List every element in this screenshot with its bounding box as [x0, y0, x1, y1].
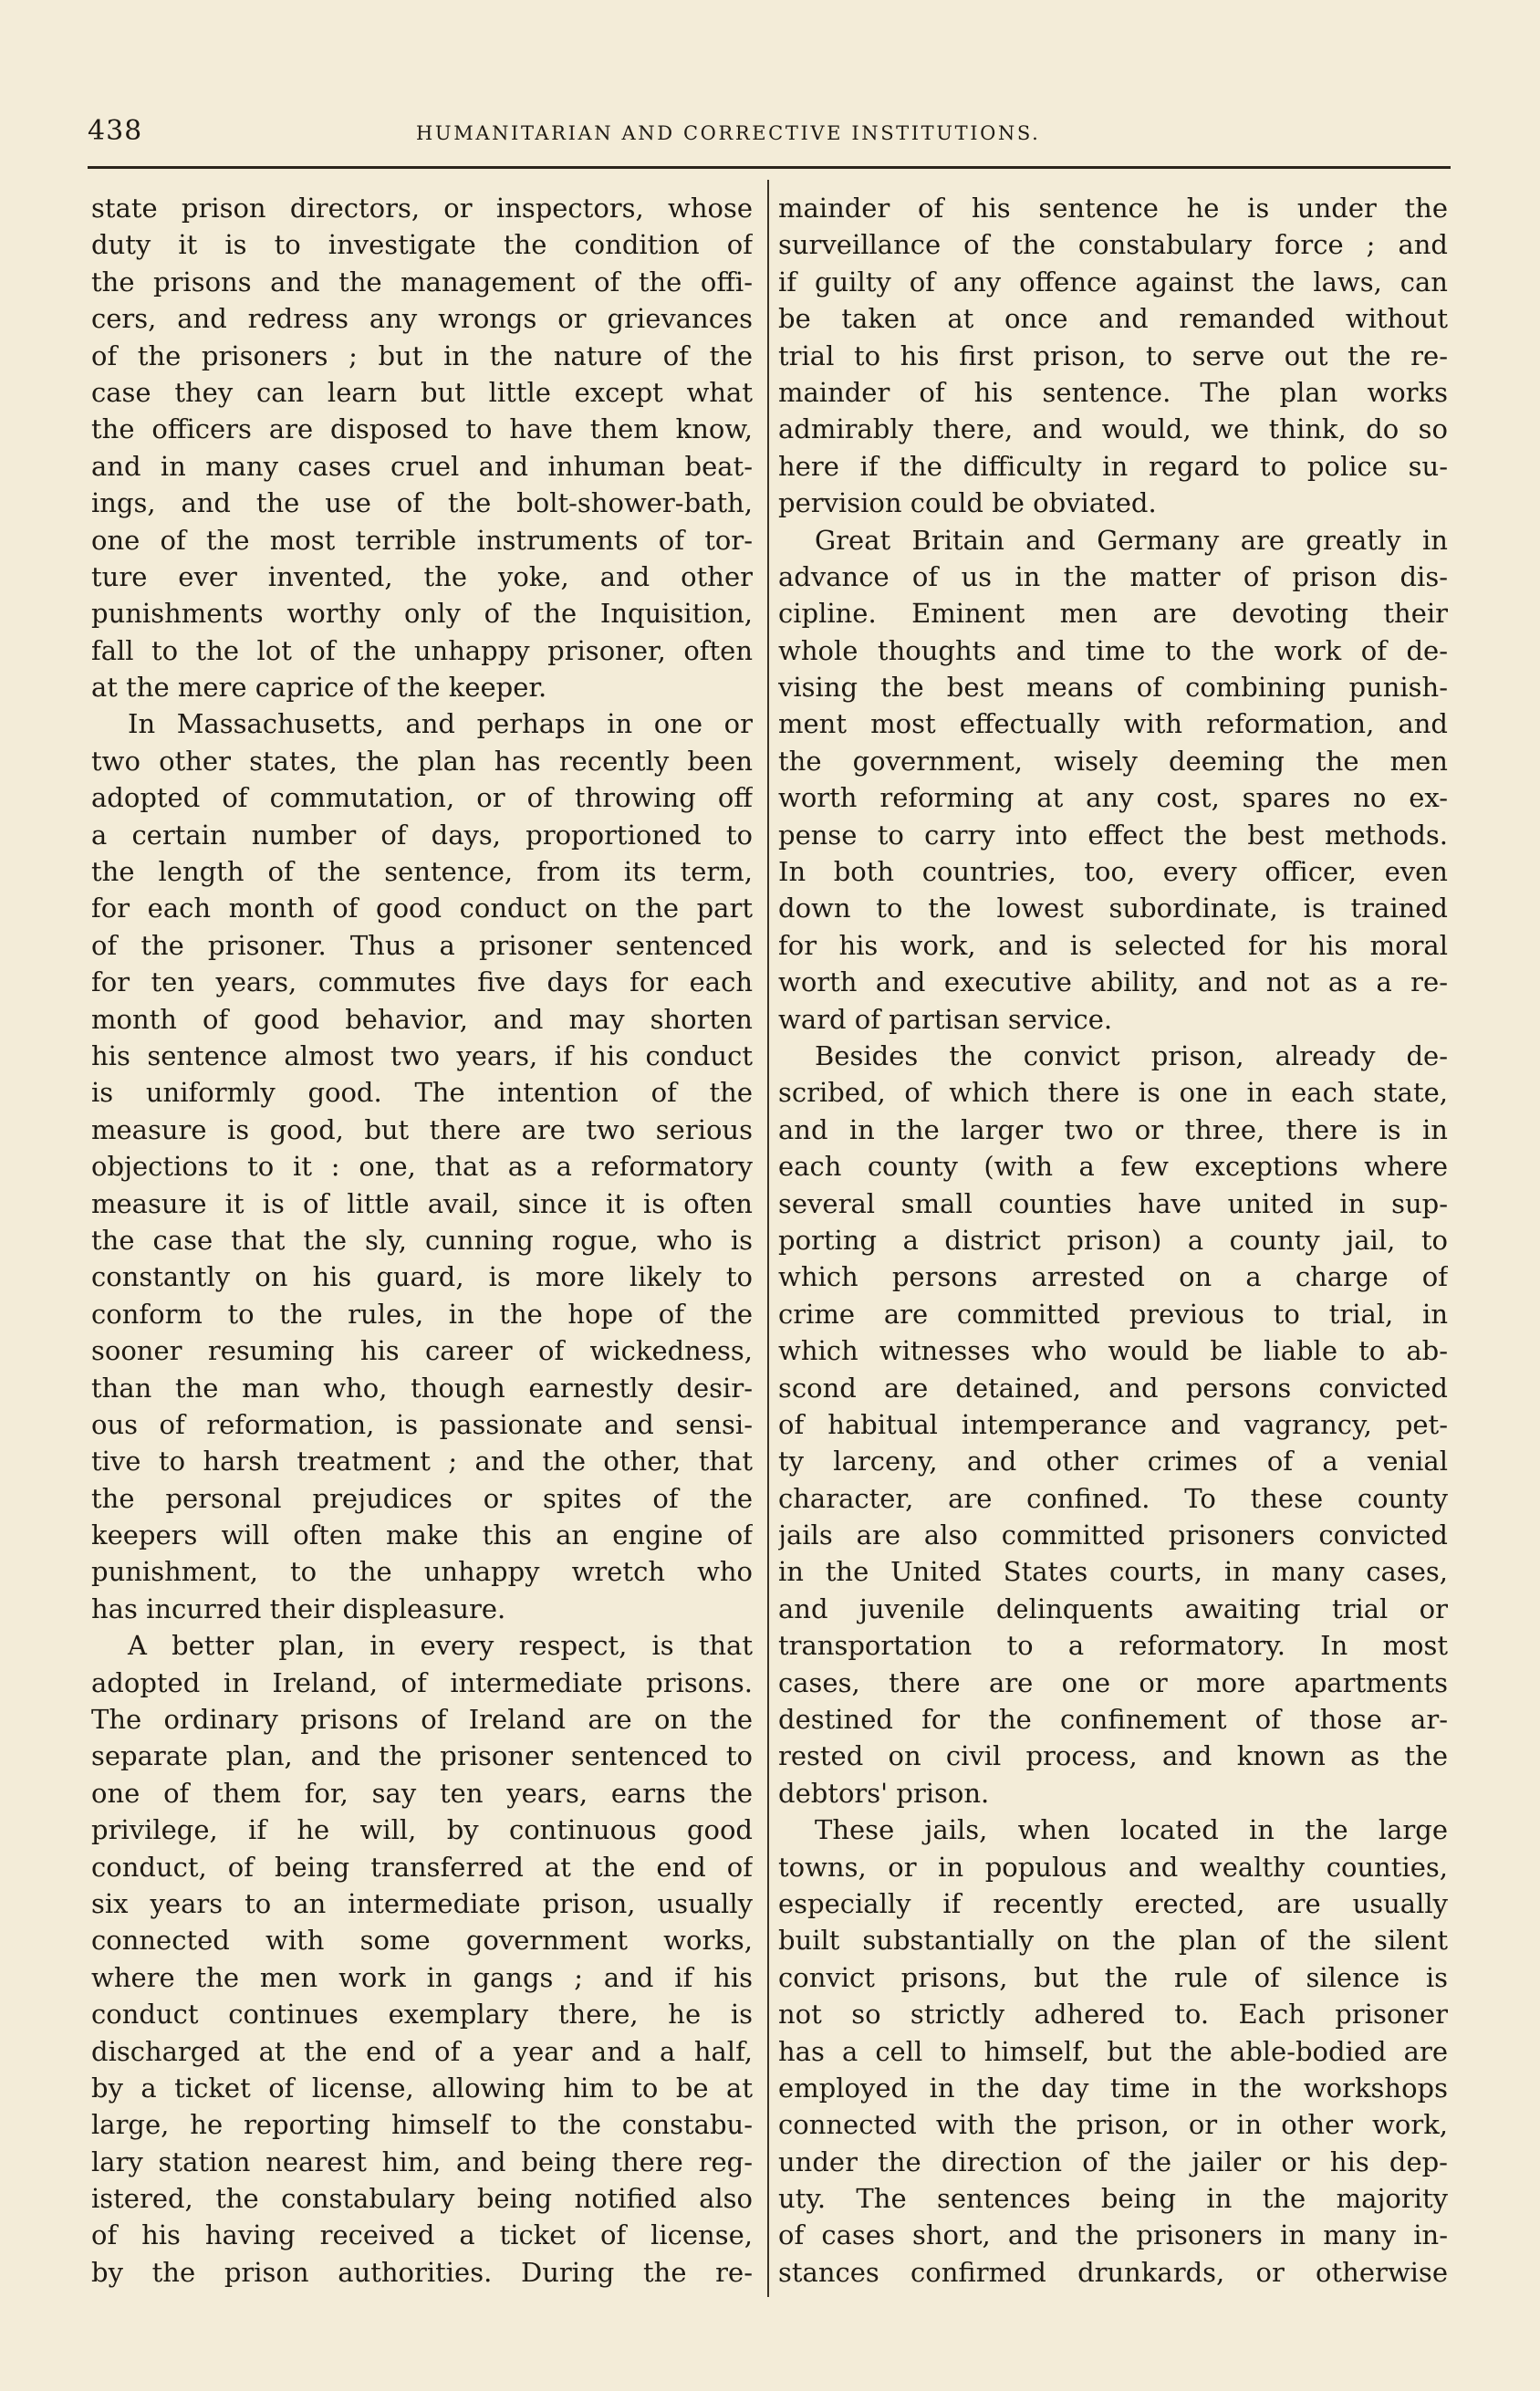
text-line: worth and executive ability, and not as a re- — [778, 966, 1448, 998]
text-line: destined for the confinement of those ar- — [778, 1704, 1448, 1736]
text-line: cers, and redress any wrongs or grievances — [91, 303, 753, 335]
text-line: ture ever invented, the yoke, and other — [91, 560, 753, 592]
text-line: ward of partisan service. — [778, 1003, 1113, 1035]
left-column — [91, 190, 753, 2291]
text-line: privilege, if he will, by continuous good — [91, 1814, 753, 1846]
text-line: The ordinary prisons of Ireland are on the — [91, 1704, 753, 1736]
text-line: be taken at once and remanded without — [778, 303, 1448, 335]
text-line: of his having received a ticket of license, — [91, 2219, 753, 2251]
text-line: In both countries, too, every officer, even — [778, 856, 1448, 888]
column-divider — [767, 180, 769, 2297]
right-column — [778, 190, 1448, 2291]
text-line: conform to the rules, in the hope of the — [91, 1298, 753, 1330]
text-line: especially if recently erected, are usually — [778, 1887, 1448, 1919]
text-line: and juvenile delinquents awaiting trial or — [778, 1592, 1448, 1624]
text-line: Besides the convict prison, already de- — [815, 1039, 1448, 1071]
text-line: employed in the day time in the workshops — [778, 2072, 1448, 2104]
text-line: a certain number of days, proportioned to — [91, 819, 753, 851]
text-line: surveillance of the constabulary force ; and — [778, 229, 1448, 261]
text-line: at the mere caprice of the keeper. — [91, 672, 547, 704]
text-line: the case that the sly, cunning rogue, who is — [91, 1224, 753, 1256]
text-line: the officers are disposed to have them know, — [91, 413, 753, 445]
text-line: uty. The sentences being in the majority — [778, 2183, 1448, 2215]
text-line: which persons arrested on a charge of — [778, 1261, 1448, 1293]
text-line: here if the difficulty in regard to police su- — [778, 450, 1448, 482]
text-line: month of good behavior, and may shorten — [91, 1003, 753, 1035]
text-line: conduct, of being transferred at the end of — [91, 1851, 753, 1883]
text-line: if guilty of any offence against the laws, can — [778, 266, 1448, 298]
text-line: each county (with a few exceptions where — [778, 1151, 1448, 1183]
text-line: These jails, when located in the large — [815, 1814, 1448, 1846]
text-line: transportation to a reformatory. In most — [778, 1630, 1448, 1662]
running-head — [88, 115, 1451, 151]
text-line: of habitual intemperance and vagrancy, pet- — [778, 1408, 1448, 1440]
text-line: connected with the prison, or in other work, — [778, 2109, 1448, 2141]
text-line: not so strictly adhered to. Each prisoner — [778, 1999, 1448, 2031]
text-line: pervision could be obviated. — [778, 487, 1157, 519]
text-line: the prisons and the management of the offi- — [91, 266, 753, 298]
text-line: of cases short, and the prisoners in many in- — [778, 2219, 1448, 2251]
text-line: two other states, the plan has recently been — [91, 745, 753, 777]
text-line: constantly on his guard, is more likely to — [91, 1261, 753, 1293]
text-line: built substantially on the plan of the silent — [778, 1925, 1448, 1957]
text-line: measure is good, but there are two serious — [91, 1113, 753, 1145]
text-line: whole thoughts and time to the work of de- — [778, 634, 1448, 666]
text-line: one of the most terrible instruments of tor- — [91, 524, 753, 556]
text-line: case they can learn but little except what — [91, 376, 753, 408]
text-line: istered, the constabulary being notified also — [91, 2183, 753, 2215]
text-line: cipline. Eminent men are devoting their — [778, 598, 1448, 630]
text-line: has a cell to himself, but the able-bodied are — [778, 2035, 1448, 2067]
text-line: cases, there are one or more apartments — [778, 1666, 1448, 1698]
text-line: worth reforming at any cost, spares no ex- — [778, 782, 1448, 814]
text-line: stances confirmed drunkards, or otherwise — [778, 2256, 1448, 2288]
text-line: of the prisoners ; but in the nature of the — [91, 339, 753, 371]
text-line: lary station nearest him, and being there reg- — [91, 2146, 753, 2177]
text-line: large, he reporting himself to the constabu- — [91, 2109, 753, 2141]
running-title: HUMANITARIAN AND CORRECTIVE INSTITUTIONS. — [416, 122, 1041, 144]
text-line: connected with some government works, — [91, 1925, 753, 1957]
text-line: and in the larger two or three, there is in — [778, 1113, 1448, 1145]
text-line: keepers will often make this an engine of — [91, 1519, 753, 1551]
text-line: by the prison authorities. During the re- — [91, 2256, 753, 2288]
text-line: one of them for, say ten years, earns the — [91, 1777, 753, 1809]
text-line: advance of us in the matter of prison dis- — [778, 560, 1448, 592]
text-line: porting a district prison) a county jail, to — [778, 1224, 1448, 1256]
text-line: rested on civil process, and known as the — [778, 1740, 1448, 1772]
text-line: ment most effectually with reformation, and — [778, 708, 1448, 740]
text-line: conduct continues exemplary there, he is — [91, 1999, 753, 2031]
text-line: towns, or in populous and wealthy counties, — [778, 1851, 1448, 1883]
text-line: the government, wisely deeming the men — [778, 745, 1448, 777]
text-line: several small counties have united in sup- — [778, 1187, 1448, 1219]
text-line: In Massachusetts, and perhaps in one or — [128, 708, 753, 740]
text-line: for each month of good conduct on the part — [91, 893, 753, 924]
text-line: Great Britain and Germany are greatly in — [815, 524, 1448, 556]
text-line: ings, and the use of the bolt-shower-bath, — [91, 487, 753, 519]
text-line: vising the best means of combining punish- — [778, 672, 1448, 704]
text-line: for ten years, commutes five days for each — [91, 966, 753, 998]
text-line: crime are committed previous to trial, in — [778, 1298, 1448, 1330]
text-line: separate plan, and the prisoner sentenced to — [91, 1740, 753, 1772]
text-line: duty it is to investigate the condition of — [91, 229, 753, 261]
page-number: 438 — [88, 115, 143, 147]
text-line: trial to his first prison, to serve out the re- — [778, 339, 1448, 371]
text-line: pense to carry into effect the best methods. — [778, 819, 1448, 851]
text-line: fall to the lot of the unhappy prisoner, often — [91, 634, 753, 666]
text-line: jails are also committed prisoners convicted — [778, 1519, 1448, 1551]
text-line: punishments worthy only of the Inquisition, — [91, 598, 753, 630]
text-line: ous of reformation, is passionate and sensi- — [91, 1408, 753, 1440]
text-line: has incurred their displeasure. — [91, 1592, 506, 1624]
text-line: character, are confined. To these county — [778, 1482, 1448, 1514]
text-line: admirably there, and would, we think, do so — [778, 413, 1448, 445]
text-line: than the man who, though earnestly desir- — [91, 1372, 753, 1404]
text-line: by a ticket of license, allowing him to be at — [91, 2072, 753, 2104]
header-rule — [88, 166, 1451, 169]
text-line: sooner resuming his career of wickedness, — [91, 1335, 753, 1367]
text-line: of the prisoner. Thus a prisoner sentenced — [91, 929, 753, 961]
text-line: where the men work in gangs ; and if his — [91, 1961, 753, 1993]
text-line: under the direction of the jailer or his dep- — [778, 2146, 1448, 2177]
text-line: scond are detained, and persons convicted — [778, 1372, 1448, 1404]
text-line: mainder of his sentence. The plan works — [778, 376, 1448, 408]
text-line: A better plan, in every respect, is that — [128, 1630, 753, 1662]
text-line: discharged at the end of a year and a half, — [91, 2035, 753, 2067]
text-line: down to the lowest subordinate, is trained — [778, 893, 1448, 924]
text-line: punishment, to the unhappy wretch who — [91, 1556, 753, 1588]
text-line: adopted in Ireland, of intermediate prisons. — [91, 1666, 753, 1698]
text-line: which witnesses who would be liable to ab- — [778, 1335, 1448, 1367]
text-line: adopted of commutation, or of throwing off — [91, 782, 753, 814]
text-line: measure it is of little avail, since it is often — [91, 1187, 753, 1219]
text-line: the personal prejudices or spites of the — [91, 1482, 753, 1514]
text-line: and in many cases cruel and inhuman beat- — [91, 450, 753, 482]
text-line: his sentence almost two years, if his conduct — [91, 1039, 753, 1071]
text-line: objections to it : one, that as a reformatory — [91, 1151, 753, 1183]
text-line: scribed, of which there is one in each state, — [778, 1077, 1448, 1109]
text-line: the length of the sentence, from its term, — [91, 856, 753, 888]
text-line: for his work, and is selected for his moral — [778, 929, 1448, 961]
text-line: debtors' prison. — [778, 1777, 990, 1809]
text-line: convict prisons, but the rule of silence is — [778, 1961, 1448, 1993]
text-line: six years to an intermediate prison, usually — [91, 1887, 753, 1919]
text-line: ty larceny, and other crimes of a venial — [778, 1446, 1448, 1477]
text-line: is uniformly good. The intention of the — [91, 1077, 753, 1109]
text-line: state prison directors, or inspectors, whose — [91, 193, 753, 224]
text-line: tive to harsh treatment ; and the other, that — [91, 1446, 753, 1477]
text-line: in the United States courts, in many cases, — [778, 1556, 1448, 1588]
text-line: mainder of his sentence he is under the — [778, 193, 1448, 224]
